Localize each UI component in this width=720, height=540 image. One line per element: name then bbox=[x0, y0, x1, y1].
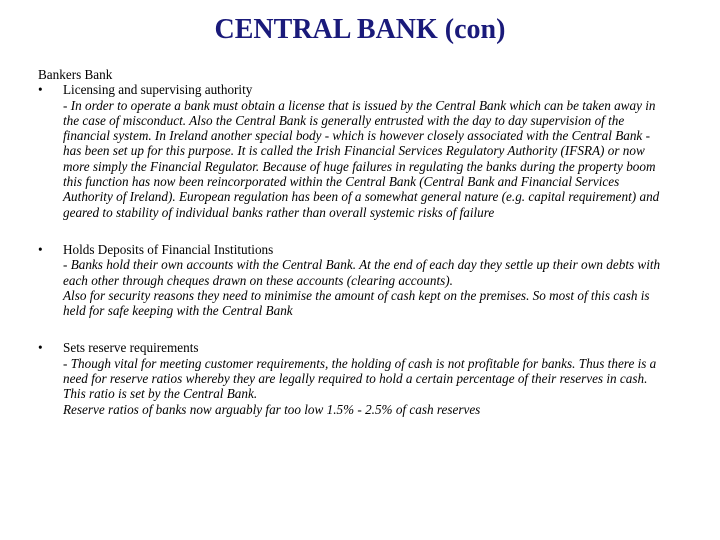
bullet-heading: Sets reserve requirements bbox=[63, 340, 199, 356]
bullet-paragraph: - Though vital for meeting customer requirements, the holding of cash is not profitable for banks. Thus there is a need for reserve ratios whereby they are legally required to hold a certain percentage of their reserves in cash. This ratio is set by the Central Bank. bbox=[63, 355, 657, 402]
bullet-paragraph: Also for security reasons they need to minimise the amount of cash kept on the premises. So most of this cash is held for safe keeping with the Central Bank bbox=[63, 287, 650, 319]
section-heading: Bankers Bank bbox=[38, 67, 113, 82]
bullet-paragraph: - In order to operate a bank must obtain a license that is issued by the Central Bank which can be taken away in the case of misconduct. Also the Central Bank is generally entrusted with the day to day supervision of the financial system. In Ireland another special body - which is however closely associated with the Central Bank - has been set up for this purpose. It is called the Irish Financial Services Regulatory Authority (IFSRA) or now more simply the Financial Regulator. Because of huge failures in regulating the banks during the property boom this function has now been reincorporated within the Central Bank (Central Bank and Financial Services Authority of Ireland). European regulation has been of a somewhat general nature (e.g. capital requirement) and geared to stability of individual banks rather than overall systemic risks of failure bbox=[63, 97, 660, 220]
bullet-paragraph: Reserve ratios of banks now arguably far too low 1.5% - 2.5% of cash reserves bbox=[63, 401, 481, 417]
bullet-heading: Licensing and supervising authority bbox=[63, 82, 253, 98]
bullet-icon: • bbox=[38, 241, 43, 257]
bullet-licensing bbox=[38, 82, 668, 220]
bullet-icon: • bbox=[38, 82, 43, 98]
bullet-deposits bbox=[38, 242, 668, 318]
bullet-reserves bbox=[38, 340, 668, 416]
slide-title: CENTRAL BANK (con) bbox=[214, 14, 506, 45]
bullet-paragraph: - Banks hold their own accounts with the Central Bank. At the end of each day they settle up their own debts with each other through cheques drawn on these accounts (clearing accounts). bbox=[63, 257, 661, 288]
bullet-heading: Holds Deposits of Financial Institutions bbox=[63, 241, 274, 257]
slide-content bbox=[38, 67, 668, 417]
bullet-icon: • bbox=[38, 340, 43, 356]
